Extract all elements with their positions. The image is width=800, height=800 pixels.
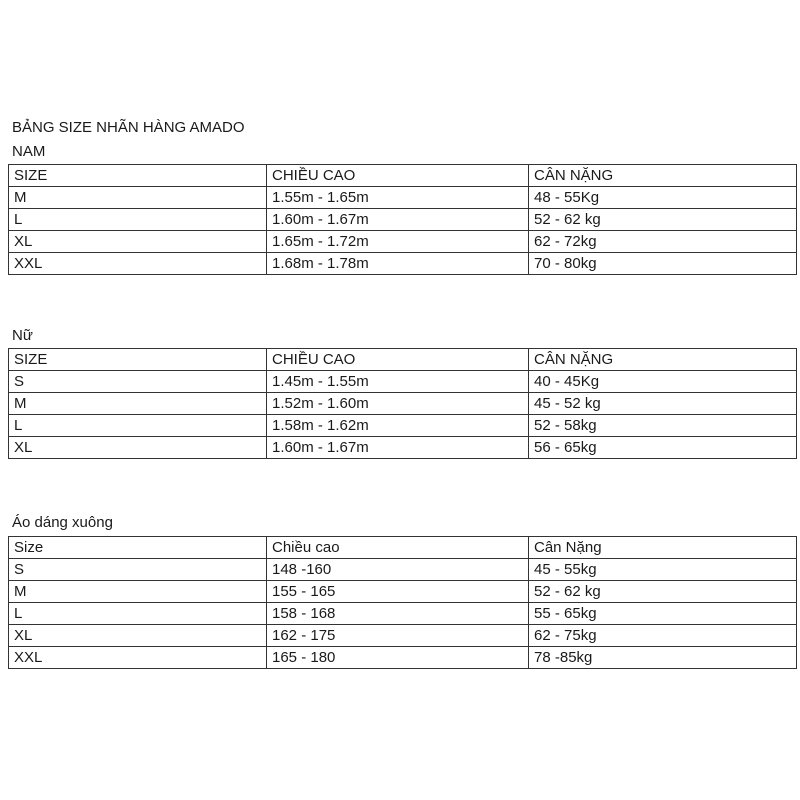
header-weight: Cân Nặng [529,537,797,559]
cell-size: M [9,187,267,209]
header-height: Chiều cao [267,537,529,559]
header-size: SIZE [9,349,267,371]
cell-size: S [9,559,267,581]
cell-size: XL [9,231,267,253]
header-size: Size [9,537,267,559]
cell-size: M [9,393,267,415]
cell-weight: 45 - 55kg [529,559,797,581]
table-row [9,647,797,669]
table-row [9,603,797,625]
cell-height: 1.55m - 1.65m [267,187,529,209]
cell-size: L [9,415,267,437]
cell-weight: 62 - 72kg [529,231,797,253]
section-label-ao-dang-xuong: Áo dáng xuông [12,514,113,531]
table-header-row [9,165,797,187]
cell-weight: 78 -85kg [529,647,797,669]
table-row [9,625,797,647]
table-row [9,371,797,393]
cell-weight: 62 - 75kg [529,625,797,647]
cell-height: 165 - 180 [267,647,529,669]
cell-size: L [9,209,267,231]
cell-height: 1.58m - 1.62m [267,415,529,437]
header-weight: CÂN NẶNG [529,349,797,371]
cell-weight: 45 - 52 kg [529,393,797,415]
cell-weight: 55 - 65kg [529,603,797,625]
size-table-nam [8,164,797,275]
table-row [9,253,797,275]
table-row [9,187,797,209]
table-row [9,437,797,459]
cell-height: 1.45m - 1.55m [267,371,529,393]
cell-height: 155 - 165 [267,581,529,603]
section-label-nam: NAM [12,143,46,160]
cell-weight: 48 - 55Kg [529,187,797,209]
table-row [9,231,797,253]
table-header-row [9,349,797,371]
table-row [9,393,797,415]
cell-height: 1.60m - 1.67m [267,437,529,459]
cell-height: 148 -160 [267,559,529,581]
size-table-ao-dang-xuong [8,536,797,669]
cell-size: XL [9,625,267,647]
cell-height: 1.60m - 1.67m [267,209,529,231]
cell-height: 1.65m - 1.72m [267,231,529,253]
cell-height: 158 - 168 [267,603,529,625]
cell-weight: 70 - 80kg [529,253,797,275]
cell-size: XL [9,437,267,459]
cell-weight: 52 - 62 kg [529,209,797,231]
cell-weight: 56 - 65kg [529,437,797,459]
cell-size: XXL [9,253,267,275]
cell-weight: 40 - 45Kg [529,371,797,393]
cell-weight: 52 - 62 kg [529,581,797,603]
table-header-row [9,537,797,559]
cell-size: M [9,581,267,603]
section-label-nu: Nữ [12,327,33,344]
table-row [9,415,797,437]
table-row [9,559,797,581]
cell-size: XXL [9,647,267,669]
cell-weight: 52 - 58kg [529,415,797,437]
cell-size: S [9,371,267,393]
header-size: SIZE [9,165,267,187]
cell-height: 1.52m - 1.60m [267,393,529,415]
table-row [9,581,797,603]
header-weight: CÂN NẶNG [529,165,797,187]
document-title: BẢNG SIZE NHÃN HÀNG AMADO [12,119,245,136]
cell-height: 162 - 175 [267,625,529,647]
header-height: CHIỀU CAO [267,349,529,371]
header-height: CHIỀU CAO [267,165,529,187]
size-table-nu [8,348,797,459]
cell-height: 1.68m - 1.78m [267,253,529,275]
cell-size: L [9,603,267,625]
table-row [9,209,797,231]
